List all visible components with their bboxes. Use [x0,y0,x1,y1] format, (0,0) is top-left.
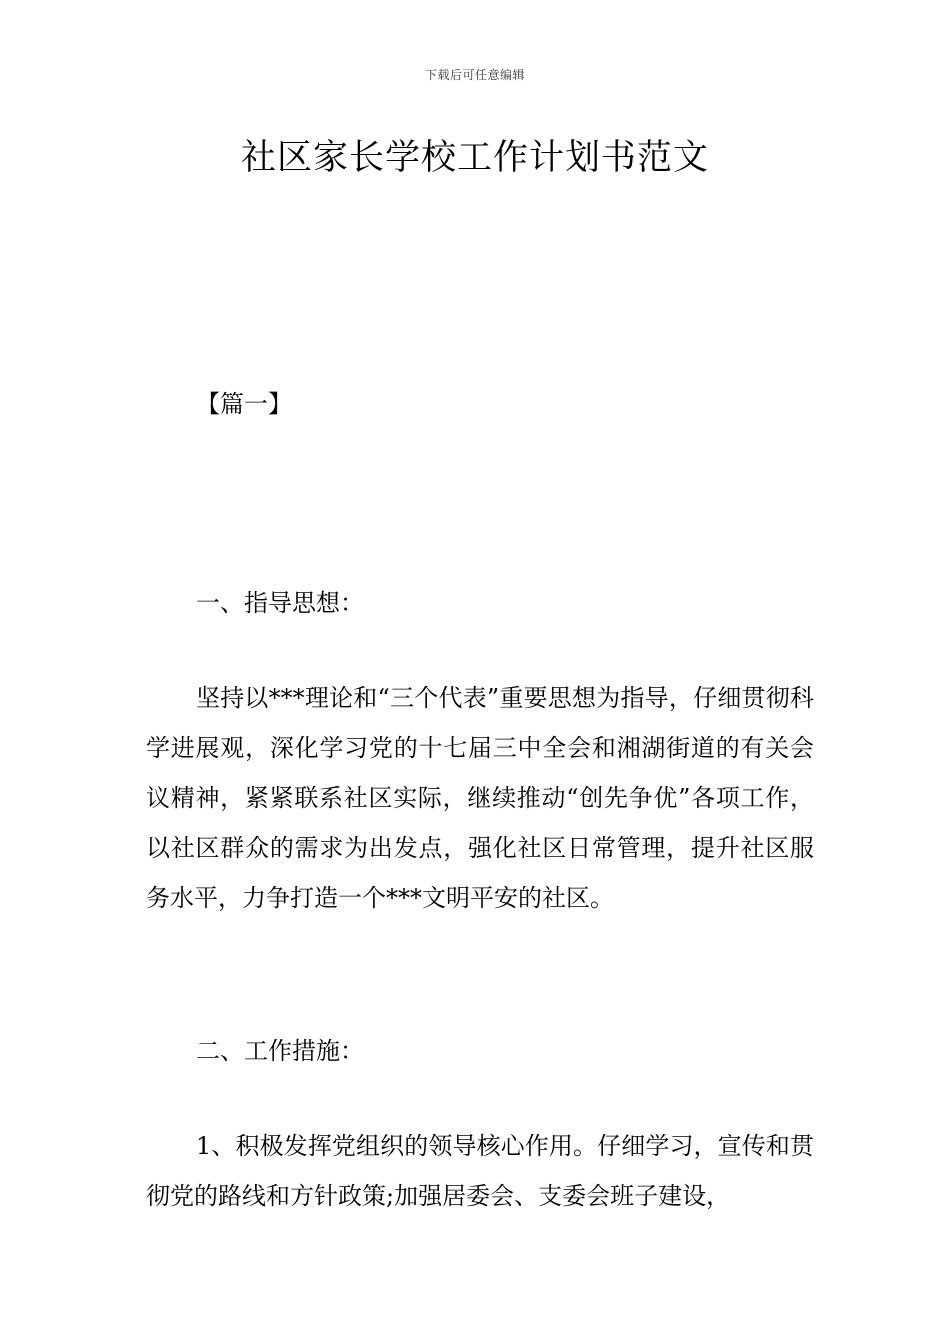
paragraph-guiding-ideology: 坚持以***理论和“三个代表”重要思想为指导，仔细贯彻科学进展观，深化学习党的十七届三中全会和湘湖街道的有关会议精神，紧紧联系社区实际，继续推动“创先争优”各项工作，以社区群众的需求为出发点，强化社区日常管理，提升社区服务水平，力争打造一个***文明平安的社区。 [146,684,814,912]
page-header-note: 下载后可任意编辑 [424,68,525,82]
paragraph-work-measures: 1、积极发挥党组织的领导核心作用。仔细学习，宣传和贯彻党的路线和方针政策;加强居委会、支委会班子建设， [146,1132,814,1210]
section-marker: 【篇一】 [196,390,292,418]
section-heading-work-measures: 二、工作措施： [196,1037,364,1065]
section-heading-guiding-ideology: 一、指导思想： [196,589,364,617]
document-title: 社区家长学校工作计划书范文 [240,138,709,178]
